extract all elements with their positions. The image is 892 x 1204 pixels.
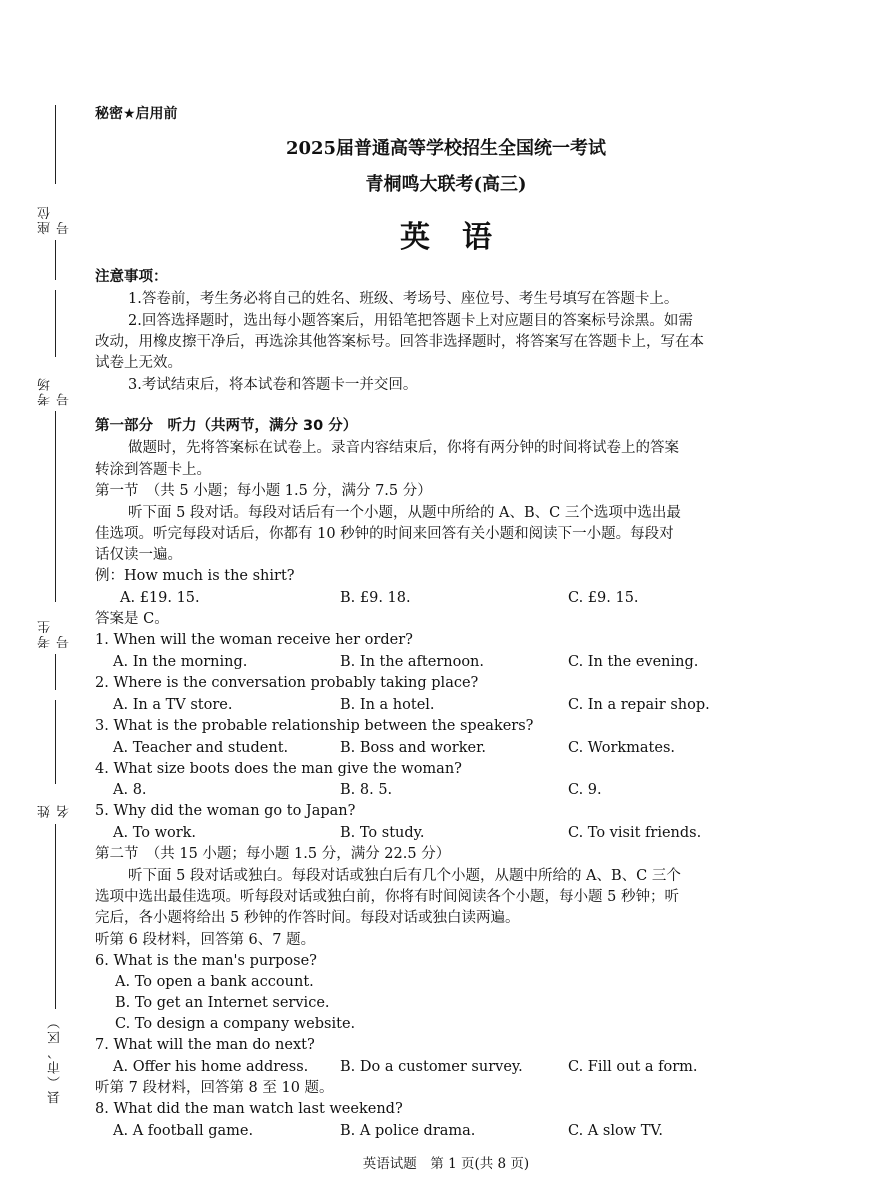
note-item-2-end: 试卷上无效。	[95, 355, 182, 371]
exam-room-label: 考场号	[38, 375, 72, 406]
question-8: 8. What did the man watch last weekend?	[95, 1101, 403, 1117]
option-c: C. Workmates.	[568, 740, 676, 756]
note-item-2: 2.回答选择题时，选出每小题答案后，用铅笔把答题卡上对应题目的答案标号涂黑。如需	[128, 313, 693, 329]
section2-heading: 第二节 （共 15 小题；每小题 1.5 分，满分 22.5 分）	[95, 846, 451, 862]
county-label: 县（市、区）	[47, 1014, 63, 1104]
option-b: B. To study.	[340, 825, 425, 841]
note-item-3: 3.考试结束后，将本试卷和答题卡一并交回。	[128, 377, 418, 393]
option-b: B. Do a customer survey.	[340, 1059, 523, 1075]
question-6-option-b: B. To get an Internet service.	[115, 995, 330, 1011]
example-option-c: C. £9. 15.	[568, 590, 639, 606]
option-c: C. In the evening.	[568, 654, 699, 670]
option-a: A. In the morning.	[113, 654, 248, 670]
notes-heading: 注意事项：	[95, 269, 168, 285]
example-answer: 答案是 C。	[95, 611, 169, 627]
section1-intro-end: 话仅读一遍。	[95, 547, 182, 563]
option-b: B. Boss and worker.	[340, 740, 487, 756]
material-7-instruction: 听第 7 段材料，回答第 8 至 10 题。	[95, 1080, 334, 1096]
option-a: A. Offer his home address.	[113, 1059, 309, 1075]
question: 1. When will the woman receive her order?	[95, 632, 413, 648]
page-footer: 英语试题 第 1 页(共 8 页)	[362, 1156, 530, 1172]
confidential-mark: 秘密★启用前	[95, 106, 178, 122]
name-field	[40, 700, 70, 880]
option-a: A. In a TV store.	[113, 697, 233, 713]
section1-heading: 第一节 （共 5 小题；每小题 1.5 分，满分 7.5 分）	[95, 483, 432, 499]
section1-intro: 听下面 5 段对话。每段对话后有一个小题，从题中所给的 A、B、C 三个选项中选出最	[128, 505, 681, 521]
exam-subtitle: 青桐鸣大联考(高三)	[365, 174, 527, 195]
section2-intro-cont: 选项中选出最佳选项。听每段对话或独白前，你将有时间阅读各个小题，每小题 5 秒钟；听	[95, 889, 679, 905]
note-item-1: 1.答卷前，考生务必将自己的姓名、班级、考场号、座位号、考生号填写在答题卡上。	[128, 291, 679, 307]
note-item-2-cont: 改动，用橡皮擦干净后，再选涂其他答案标号。回答非选择题时，将答案写在答题卡上，写在本	[95, 334, 704, 350]
section1-intro-cont: 佳选项。听完每段对话后，你都有 10 秒钟的时间来回答有关小题和阅读下一小题。每段对	[95, 526, 674, 542]
question-6-option-a: A. To open a bank account.	[115, 974, 314, 990]
option-c: C. To visit friends.	[568, 825, 702, 841]
part1-heading: 第一部分 听力（共两节，满分 30 分）	[95, 418, 358, 434]
option-c: C. Fill out a form.	[568, 1059, 698, 1075]
example-option-a: A. £19. 15.	[120, 590, 200, 606]
option-a: A. A football game.	[113, 1123, 254, 1139]
option-c: C. 9.	[568, 782, 602, 798]
exam-room-field	[40, 290, 70, 440]
option-b: B. In a hotel.	[340, 697, 435, 713]
question: 3. What is the probable relationship between the speakers?	[95, 718, 534, 734]
county-field	[40, 880, 70, 1110]
part1-intro: 做题时，先将答案标在试卷上。录音内容结束后，你将有两分钟的时间将试卷上的答案	[128, 440, 679, 456]
exam-title: 2025届普通高等学校招生全国统一考试	[285, 138, 607, 159]
name-label: 姓名	[38, 803, 72, 818]
question-6: 6. What is the man's purpose?	[95, 953, 317, 969]
option-b: B. In the afternoon.	[340, 654, 485, 670]
question: 5. Why did the woman go to Japan?	[95, 803, 356, 819]
option-a: A. Teacher and student.	[113, 740, 289, 756]
question-6-option-c: C. To design a company website.	[115, 1016, 356, 1032]
question-7: 7. What will the man do next?	[95, 1037, 315, 1053]
subject-title: 英语	[400, 220, 524, 255]
material-6-instruction: 听第 6 段材料，回答第 6、7 题。	[95, 932, 316, 948]
example-question: 例：How much is the shirt?	[95, 568, 295, 584]
option-c: C. In a repair shop.	[568, 697, 710, 713]
option-a: A. To work.	[113, 825, 197, 841]
example-option-b: B. £9. 18.	[340, 590, 411, 606]
candidate-number-label: 考生号	[38, 618, 72, 649]
option-c: C. A slow TV.	[568, 1123, 663, 1139]
section2-intro-end: 完后，各小题将给出 5 秒钟的作答时间。每段对话或独白读两遍。	[95, 910, 520, 926]
part1-intro-cont: 转涂到答题卡上。	[95, 462, 211, 478]
seat-number-label: 座位号	[38, 204, 72, 235]
option-b: B. 8. 5.	[340, 782, 393, 798]
question: 4. What size boots does the man give the woman?	[95, 761, 462, 777]
option-b: B. A police drama.	[340, 1123, 476, 1139]
candidate-number-field	[40, 440, 70, 690]
question: 2. Where is the conversation probably taking place?	[95, 675, 479, 691]
option-a: A. 8.	[113, 782, 147, 798]
section2-intro: 听下面 5 段对话或独白。每段对话或独白后有几个小题，从题中所给的 A、B、C 三个	[128, 868, 681, 884]
